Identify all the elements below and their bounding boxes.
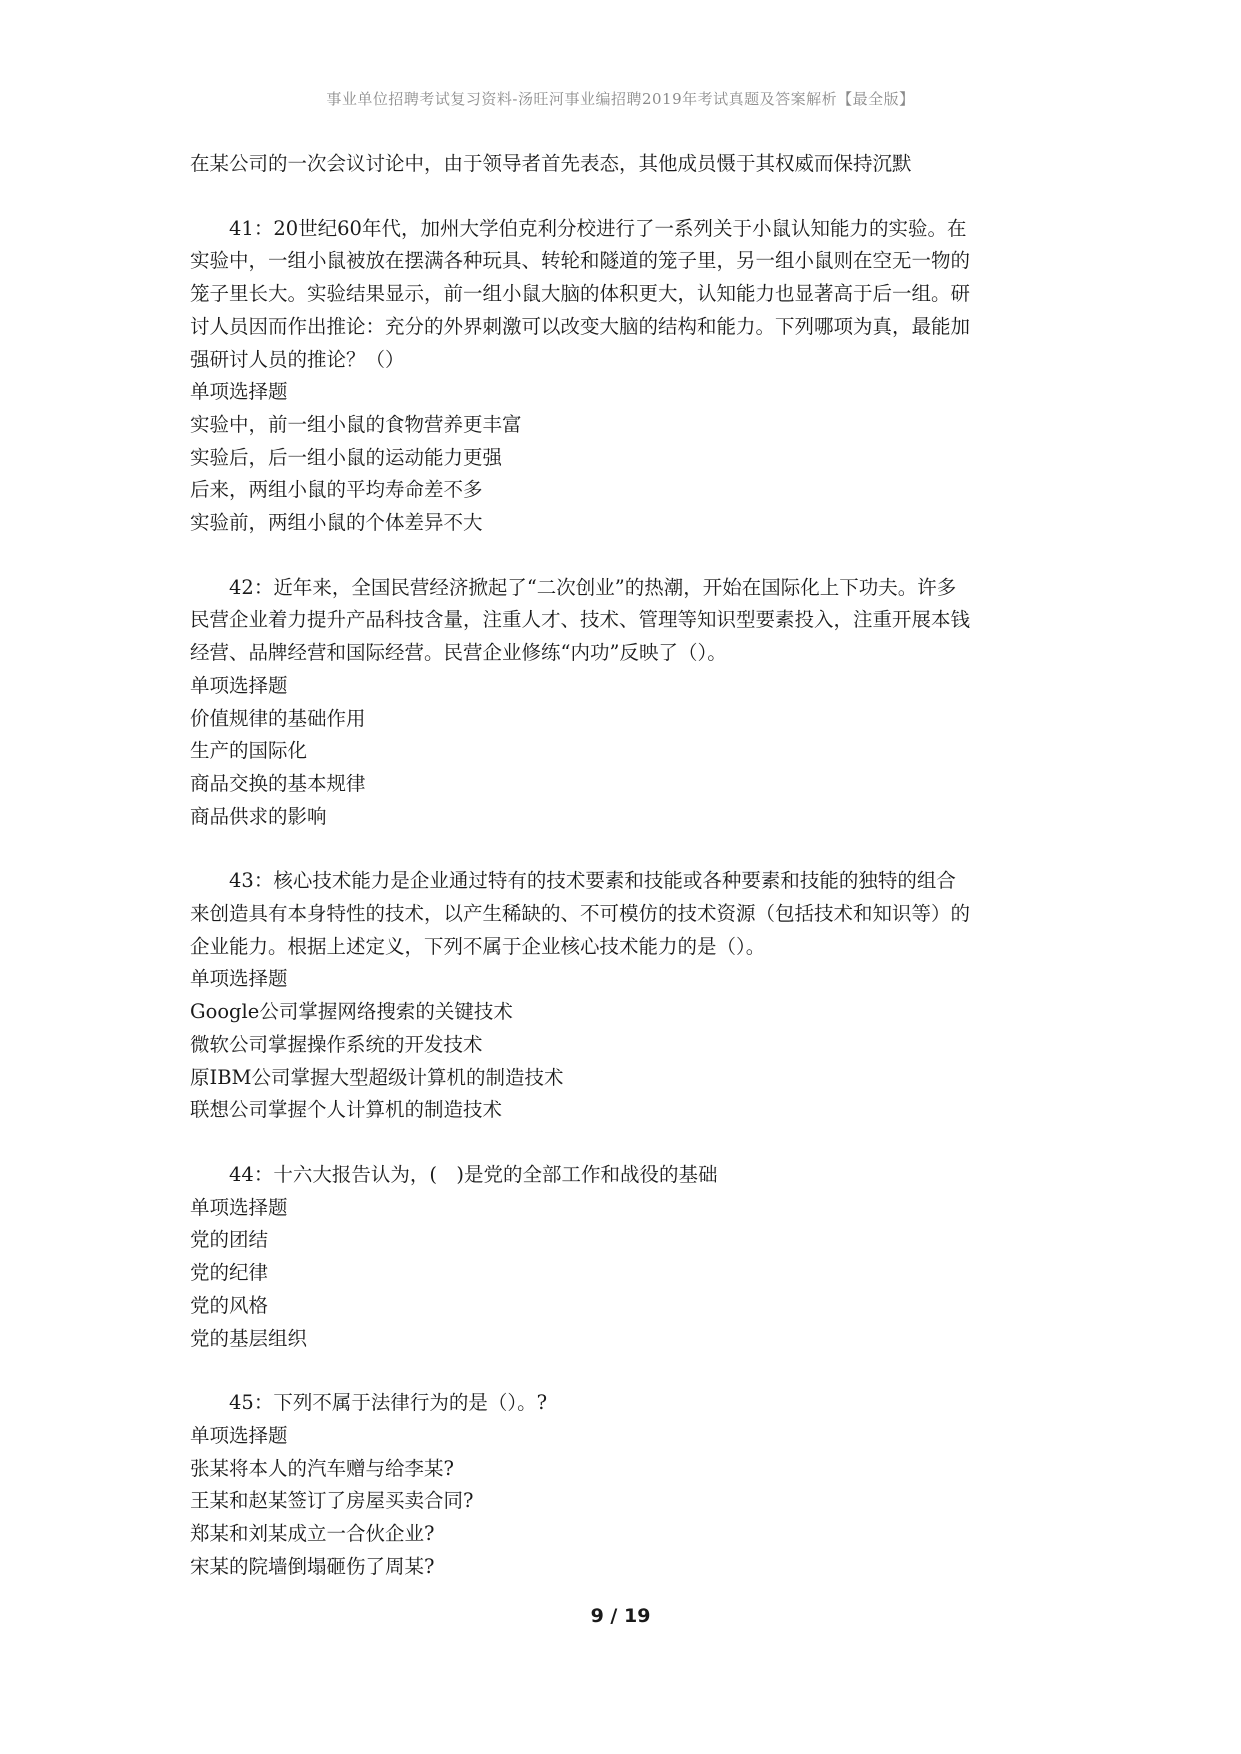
document-body [190,148,1060,1615]
question-type-label: 单项选择题 [190,1423,288,1447]
question-type-label: 单项选择题 [190,1195,288,1219]
question-stem-line: 笼子里长大。实验结果显示，前一组小鼠大脑的体积更大，认知能力也显著高于后一组。研 [190,282,971,306]
question-stem-line: 45：下列不属于法律行为的是（）。? [229,1391,548,1415]
page-header: 事业单位招聘考试复习资料-汤旺河事业编招聘2019年考试真题及答案解析【最全版】 [326,90,915,108]
answer-option: 商品供求的影响 [190,804,327,828]
answer-option: 党的纪律 [190,1261,269,1285]
answer-option: 生产的国际化 [190,739,308,763]
answer-option: 实验前，两组小鼠的个体差异不大 [190,511,483,535]
answer-option: 实验后，后一组小鼠的运动能力更强 [190,445,503,469]
question-stem-line: 经营、品牌经营和国际经营。民营企业修练“内功”反映了（）。 [190,641,727,665]
answer-option: 原IBM公司掌握大型超级计算机的制造技术 [190,1065,564,1089]
question-stem-line: 来创造具有本身特性的技术，以产生稀缺的、不可模仿的技术资源（包括技术和知识等）的 [190,902,971,926]
question-stem-line: 42：近年来，全国民营经济掀起了“二次创业”的热潮，开始在国际化上下功夫。许多 [229,575,957,599]
intro-text: 在某公司的一次会议讨论中，由于领导者首先表态，其他成员慑于其权威而保持沉默 [190,152,912,175]
question-stem-line: 43：核心技术能力是企业通过特有的技术要素和技能或各种要素和技能的独特的组合 [229,869,956,893]
question-stem-line: 41：20世纪60年代，加州大学伯克利分校进行了一系列关于小鼠认知能力的实验。在 [229,216,967,240]
question-43 [190,865,1060,1127]
question-44 [190,1159,1060,1355]
answer-option: 党的基层组织 [190,1326,308,1350]
answer-option: 实验中，前一组小鼠的食物营养更丰富 [190,412,522,436]
question-stem-line: 企业能力。根据上述定义，下列不属于企业核心技术能力的是（）。 [190,934,766,958]
question-42 [190,572,1060,834]
answer-option: 商品交换的基本规律 [190,771,366,795]
answer-option: 价值规律的基础作用 [190,706,366,730]
answer-option: Google公司掌握网络搜索的关键技术 [190,1000,513,1024]
answer-option: 联想公司掌握个人计算机的制造技术 [190,1098,503,1122]
answer-option: 王某和赵某签订了房屋买卖合同? [190,1489,474,1513]
question-type-label: 单项选择题 [190,380,288,404]
question-stem-line: 实验中，一组小鼠被放在摆满各种玩具、转轮和隧道的笼子里，另一组小鼠则在空无一物的 [190,249,971,273]
question-stem-line: 44：十六大报告认为，( )是党的全部工作和战役的基础 [229,1162,718,1186]
answer-option: 后来，两组小鼠的平均寿命差不多 [190,478,483,502]
question-stem-line: 讨人员因而作出推论：充分的外界刺激可以改变大脑的结构和能力。下列哪项为真，最能加 [190,314,971,338]
question-stem-line: 强研讨人员的推论？（） [190,347,405,371]
question-type-label: 单项选择题 [190,967,288,991]
answer-option: 郑某和刘某成立一合伙企业? [190,1522,435,1546]
page-number: 9 / 19 [590,1605,651,1627]
answer-option: 张某将本人的汽车赠与给李某? [190,1456,454,1480]
answer-option: 宋某的院墙倒塌砸伤了周某? [190,1554,435,1578]
answer-option: 党的团结 [190,1228,269,1252]
question-41 [190,213,1060,540]
answer-option: 微软公司掌握操作系统的开发技术 [190,1032,483,1056]
question-type-label: 单项选择题 [190,673,288,697]
question-stem-line: 民营企业着力提升产品科技含量，注重人才、技术、管理等知识型要素投入，注重开展本钱 [190,608,971,632]
answer-option: 党的风格 [190,1293,269,1317]
question-45 [190,1387,1060,1583]
